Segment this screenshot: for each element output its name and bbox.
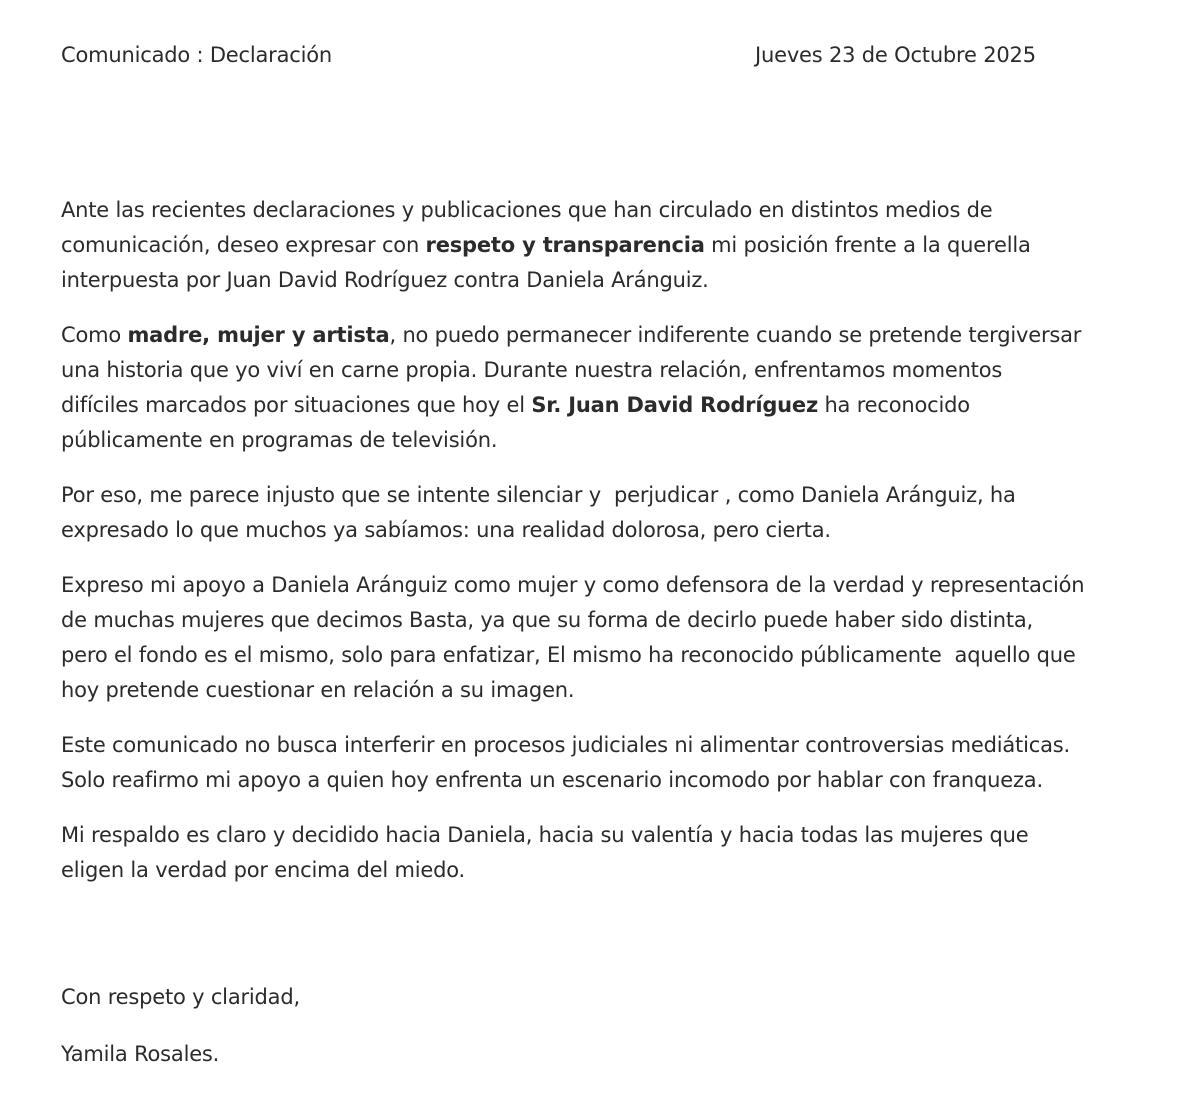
text-run: , no puedo permanecer indiferente cuando se pretende tergiversar xyxy=(389,323,1082,347)
document-header xyxy=(61,43,1161,73)
paragraph-line: expresado lo que muchos ya sabíamos: una realidad dolorosa, pero cierta. xyxy=(61,518,831,542)
document-type: Comunicado : Declaración xyxy=(61,43,333,67)
bold-text: madre, mujer y artista xyxy=(127,323,390,347)
document-body xyxy=(61,193,1161,908)
document-page xyxy=(61,0,1171,1096)
text-run: Como xyxy=(61,323,128,347)
document-date: Jueves 23 de Octubre 2025 xyxy=(755,43,1036,67)
paragraph-line: de muchas mujeres que decimos Basta, ya que su forma de decirlo puede haber sido distinta, xyxy=(61,608,1034,632)
text-run: mi posición frente a la querella xyxy=(704,233,1031,257)
text-run: ha reconocido xyxy=(817,393,970,417)
bold-text: Sr. Juan David Rodríguez xyxy=(531,393,818,417)
paragraph-line: públicamente en programas de televisión. xyxy=(61,428,498,452)
paragraph-line xyxy=(61,318,1161,353)
text-run: comunicación, deseo expresar con xyxy=(61,233,426,257)
closing-line: Con respeto y claridad, xyxy=(61,985,300,1009)
bold-text: respeto y transparencia xyxy=(425,233,705,257)
paragraph-5 xyxy=(61,728,1161,798)
paragraph-line xyxy=(61,228,1161,263)
paragraph-line: Solo reafirmo mi apoyo a quien hoy enfrenta un escenario incomodo por hablar con franqueza. xyxy=(61,768,1043,792)
paragraph-line: Este comunicado no busca interferir en procesos judiciales ni alimentar controversias mediáticas. xyxy=(61,733,1070,757)
paragraph-line: interpuesta por Juan David Rodríguez contra Daniela Aránguiz. xyxy=(61,268,709,292)
paragraph-1 xyxy=(61,193,1161,298)
paragraph-line: Por eso, me parece injusto que se intente silenciar y perjudicar , como Daniela Aránguiz, ha xyxy=(61,483,1016,507)
text-run: difíciles marcados por situaciones que hoy el xyxy=(61,393,532,417)
paragraph-line: una historia que yo viví en carne propia. Durante nuestra relación, enfrentamos momentos xyxy=(61,358,1003,382)
paragraph-line: pero el fondo es el mismo, solo para enfatizar, El mismo ha reconocido públicamente aquello que xyxy=(61,643,1076,667)
paragraph-line xyxy=(61,388,1161,423)
paragraph-line: Mi respaldo es claro y decidido hacia Daniela, hacia su valentía y hacia todas las mujeres que xyxy=(61,823,1029,847)
paragraph-line: Expreso mi apoyo a Daniela Aránguiz como mujer y como defensora de la verdad y representación xyxy=(61,573,1085,597)
paragraph-2 xyxy=(61,318,1161,458)
paragraph-line: Ante las recientes declaraciones y publicaciones que han circulado en distintos medios de xyxy=(61,198,993,222)
paragraph-line: hoy pretende cuestionar en relación a su imagen. xyxy=(61,678,575,702)
paragraph-3 xyxy=(61,478,1161,548)
paragraph-6 xyxy=(61,818,1161,888)
paragraph-4 xyxy=(61,568,1161,708)
signature-name: Yamila Rosales. xyxy=(61,1042,220,1066)
paragraph-line: eligen la verdad por encima del miedo. xyxy=(61,858,465,882)
